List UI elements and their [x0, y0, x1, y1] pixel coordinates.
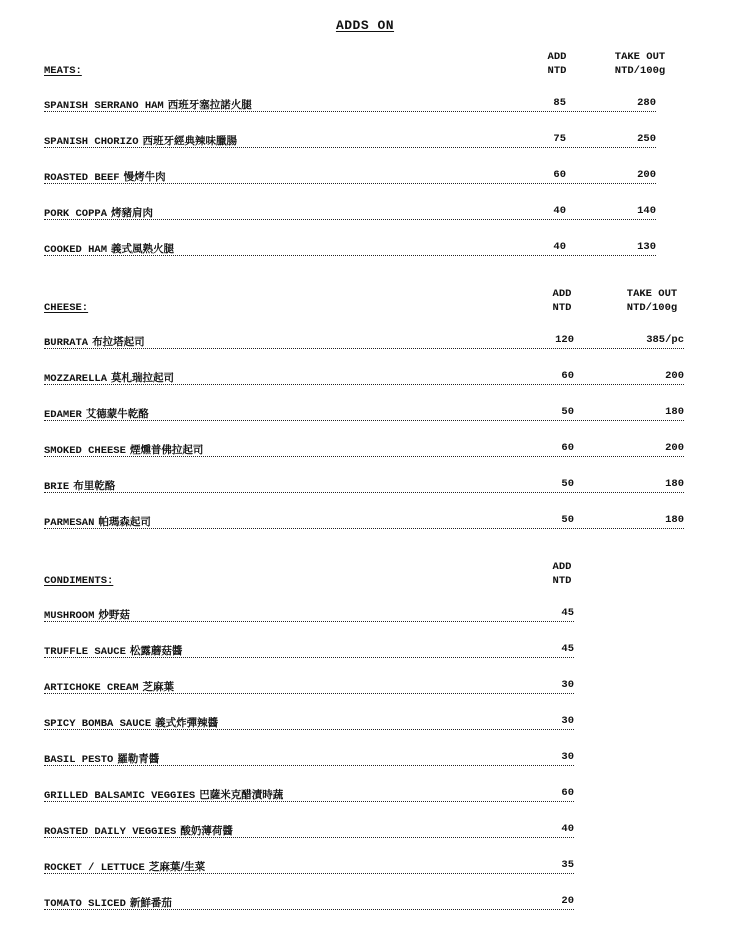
item-name-english: BRIE — [44, 481, 70, 493]
menu-row — [44, 169, 656, 184]
item-name-chinese: 義式風熟火腿 — [111, 243, 175, 255]
item-name-english: SPICY BOMBA SAUCE — [44, 718, 152, 730]
menu-row — [44, 442, 684, 457]
cheese-section-label: CHEESE: — [44, 302, 89, 314]
item-name-english: BASIL PESTO — [44, 754, 114, 766]
meats-takeout-column-header: TAKE OUT NTD/100g — [614, 51, 666, 77]
menu-row — [44, 133, 656, 148]
add-price: 40 — [561, 823, 574, 835]
item-name-english: SPANISH SERRANO HAM — [44, 100, 164, 112]
item-name-chinese: 巴薩米克醋漬時蔬 — [199, 789, 284, 801]
menu-row — [44, 643, 574, 658]
item-name — [44, 205, 153, 220]
item-name-chinese: 莫札瑞拉起司 — [111, 372, 175, 384]
item-name-english: SPANISH CHORIZO — [44, 136, 139, 148]
takeout-price: 180 — [665, 514, 684, 526]
item-name — [44, 133, 237, 148]
menu-row — [44, 859, 574, 874]
item-name-chinese: 西班牙塞拉諾火腿 — [167, 99, 252, 111]
item-name — [44, 370, 174, 385]
item-name-english: ARTICHOKE CREAM — [44, 682, 139, 694]
add-price: 60 — [561, 442, 574, 454]
item-name-english: MUSHROOM — [44, 610, 95, 622]
item-name-chinese: 義式炸彈辣醬 — [155, 717, 219, 729]
menu-row — [44, 679, 574, 694]
add-price: 60 — [553, 169, 566, 181]
item-name-english: PARMESAN — [44, 517, 95, 529]
item-name — [44, 478, 115, 493]
item-name-chinese: 帕瑪森起司 — [98, 516, 151, 528]
menu-row — [44, 241, 656, 256]
item-name-english: GRILLED BALSAMIC VEGGIES — [44, 790, 196, 802]
item-name-english: COOKED HAM — [44, 244, 108, 256]
add-price: 30 — [561, 679, 574, 691]
takeout-price: 280 — [637, 97, 656, 109]
item-name-english: ROASTED DAILY VEGGIES — [44, 826, 177, 838]
menu-row — [44, 334, 684, 349]
menu-row — [44, 715, 574, 730]
item-name-english: ROASTED BEEF — [44, 172, 120, 184]
item-name — [44, 334, 145, 349]
add-price: 50 — [561, 514, 574, 526]
item-name-english: ROCKET / LETTUCE — [44, 862, 145, 874]
item-name-chinese: 布拉塔起司 — [92, 336, 145, 348]
item-name — [44, 643, 182, 658]
add-price: 40 — [553, 205, 566, 217]
add-price: 45 — [561, 643, 574, 655]
item-name-chinese: 芝麻葉 — [142, 681, 175, 693]
add-price: 30 — [561, 751, 574, 763]
item-name — [44, 607, 130, 622]
condiments-section-label: CONDIMENTS: — [44, 575, 114, 587]
item-name — [44, 715, 218, 730]
add-price: 120 — [555, 334, 574, 346]
item-name — [44, 97, 252, 112]
add-price: 50 — [561, 406, 574, 418]
add-price: 30 — [561, 715, 574, 727]
add-price: 50 — [561, 478, 574, 490]
menu-row — [44, 406, 684, 421]
menu-row — [44, 607, 574, 622]
meats-section-label: MEATS: — [44, 65, 82, 77]
meats-add-column-header: ADD NTD — [547, 51, 567, 77]
takeout-price: 200 — [665, 370, 684, 382]
item-name-chinese: 酸奶薄荷醬 — [180, 825, 233, 837]
item-name-chinese: 慢烤牛肉 — [123, 171, 166, 183]
item-name — [44, 169, 166, 184]
item-name — [44, 751, 159, 766]
cheese-add-column-header: ADD NTD — [552, 288, 572, 314]
takeout-price: 140 — [637, 205, 656, 217]
item-name-chinese: 煙燻普佛拉起司 — [129, 444, 204, 456]
item-name-chinese: 布里乾酪 — [73, 480, 116, 492]
add-price: 20 — [561, 895, 574, 907]
item-name-english: EDAMER — [44, 409, 82, 421]
item-name — [44, 859, 205, 874]
item-name-chinese: 松露蘑菇醬 — [129, 645, 183, 657]
item-name-chinese: 芝麻葉/生菜 — [148, 861, 206, 873]
item-name-english: PORK COPPA — [44, 208, 108, 220]
add-price: 75 — [553, 133, 566, 145]
item-name-chinese: 烤豬肩肉 — [111, 207, 154, 219]
cheese-takeout-column-header: TAKE OUT NTD/100g — [626, 288, 678, 314]
takeout-price: 250 — [637, 133, 656, 145]
menu-row — [44, 514, 684, 529]
item-name-english: TOMATO SLICED — [44, 898, 126, 910]
add-price: 45 — [561, 607, 574, 619]
menu-row — [44, 205, 656, 220]
item-name-chinese: 西班牙經典辣味臘腸 — [142, 135, 238, 147]
add-price: 60 — [561, 370, 574, 382]
item-name — [44, 514, 151, 529]
takeout-price: 385/pc — [646, 334, 684, 346]
item-name-english: SMOKED CHEESE — [44, 445, 126, 457]
add-price: 85 — [553, 97, 566, 109]
item-name — [44, 241, 174, 256]
item-name-chinese: 炒野菇 — [98, 609, 130, 621]
add-price: 40 — [553, 241, 566, 253]
item-name-chinese: 新鮮番茄 — [129, 897, 172, 909]
menu-row — [44, 787, 574, 802]
menu-row — [44, 370, 684, 385]
takeout-price: 130 — [637, 241, 656, 253]
item-name-english: BURRATA — [44, 337, 89, 349]
item-name — [44, 895, 172, 910]
item-name — [44, 787, 283, 802]
page-title: ADDS ON — [335, 18, 395, 33]
item-name-chinese: 艾德蒙牛乾酪 — [85, 408, 149, 420]
takeout-price: 200 — [637, 169, 656, 181]
menu-row — [44, 823, 574, 838]
item-name-english: TRUFFLE SAUCE — [44, 646, 126, 658]
takeout-price: 180 — [665, 406, 684, 418]
menu-row — [44, 97, 656, 112]
item-name — [44, 442, 203, 457]
menu-row — [44, 478, 684, 493]
menu-row — [44, 895, 574, 910]
menu-row — [44, 751, 574, 766]
add-price: 60 — [561, 787, 574, 799]
item-name — [44, 406, 149, 421]
item-name — [44, 823, 233, 838]
condiments-add-column-header: ADD NTD — [552, 561, 572, 587]
item-name-english: MOZZARELLA — [44, 373, 108, 385]
takeout-price: 200 — [665, 442, 684, 454]
add-price: 35 — [561, 859, 574, 871]
item-name — [44, 679, 174, 694]
takeout-price: 180 — [665, 478, 684, 490]
item-name-chinese: 羅勒青醬 — [117, 753, 160, 765]
